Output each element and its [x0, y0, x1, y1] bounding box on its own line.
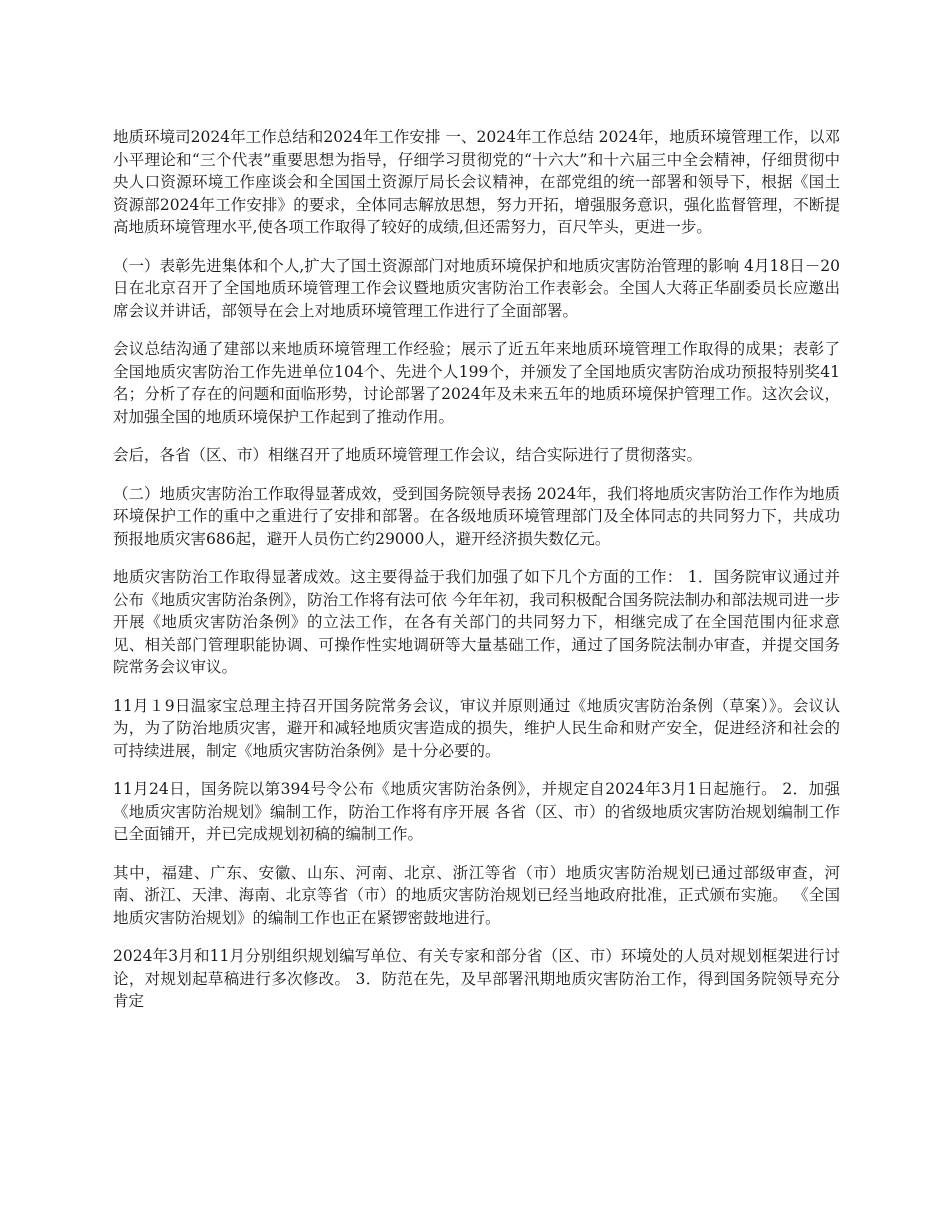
- paragraph-8: 11月24日，国务院以第394号令公布《地质灾害防治条例》，并规定自2024年3月1日起施行。 2．加强《地质灾害防治规划》编制工作，防治工作将有序开展 各省（区、市）的省级地质灾害防治规划编制工作已全面铺开，并已完成规划初稿的编制工作。: [113, 780, 840, 843]
- document-body: [113, 126, 840, 1029]
- paragraph-6: 地质灾害防治工作取得显著成效。这主要得益于我们加强了如下几个方面的工作： 1．国务院审议通过并公布《地质灾害防治条例》，防治工作将有法可依 今年年初，我司积极配合国务院法制办和部法规司进一步开展《地质灾害防治条例》的立法工作，在各有关部门的共同努力下，相继完成了在全国范围内征求意见、相关部门管理职能协调、可操作性实地调研等大量基础工作，通过了国务院法制办审查，并提交国务院常务会议审议。: [113, 568, 840, 676]
- paragraph-1: 地质环境司2024年工作总结和2024年工作安排 一、2024年工作总结 2024年，地质环境管理工作，以邓小平理论和“三个代表”重要思想为指导，仔细学习贯彻党的“十六大”和十六届三中全会精神，仔细贯彻中央人口资源环境工作座谈会和全国国土资源厅局长会议精神，在部党组的统一部署和领导下，根据《国土资源部2024年工作安排》的要求，全体同志解放思想，努力开拓，增强服务意识，强化监督管理，不断提高地质环境管理水平,使各项工作取得了较好的成绩,但还需努力，百尺竿头，更进一步。: [113, 128, 840, 236]
- paragraph-7: 11月１9日温家宝总理主持召开国务院常务会议，审议并原则通过《地质灾害防治条例（草案）》。会议认为，为了防治地质灾害，避开和减轻地质灾害造成的损失，维护人民生命和财产安全，促进经济和社会的可持续进展，制定《地质灾害防治条例》是十分必要的。: [113, 696, 840, 760]
- paragraph-10: 2024年3月和11月分别组织规划编写单位、有关专家和部分省（区、市）环境处的人员对规划框架进行讨论，对规划起草稿进行多次修改。 3．防范在先，及早部署汛期地质灾害防治工作，得到国务院领导充分肯定: [113, 947, 840, 1010]
- paragraph-3: 会议总结沟通了建部以来地质环境管理工作经验；展示了近五年来地质环境管理工作取得的成果；表彰了全国地质灾害防治工作先进单位104个、先进个人199个，并颁发了全国地质灾害防治成功预报特别奖41名；分析了存在的问题和面临形势，讨论部署了2024年及未来五年的地质环境保护管理工作。这次会议，对加强全国的地质环境保护工作起到了推动作用。: [113, 340, 840, 426]
- paragraph-2: （一）表彰先进集体和个人,扩大了国土资源部门对地质环境保护和地质灾害防治管理的影响 4月18日－20日在北京召开了全国地质环境管理工作会议暨地质灾害防治工作表彰会。全国人大蒋正华副委员长应邀出席会议并讲话，部领导在会上对地质环境管理工作进行了全面部署。: [113, 256, 840, 320]
- paragraph-5: （二）地质灾害防治工作取得显著成效，受到国务院领导表扬 2024年，我们将地质灾害防治工作作为地质环境保护工作的重中之重进行了安排和部署。在各级地质环境管理部门及全体同志的共同努力下，共成功预报地质灾害686起，避开人员伤亡约29000人，避开经济损失数亿元。: [113, 484, 840, 548]
- paragraph-4: 会后，各省（区、市）相继召开了地质环境管理工作会议，结合实际进行了贯彻落实。: [113, 446, 703, 464]
- paragraph-9: 其中，福建、广东、安徽、山东、河南、北京、浙江等省（市）地质灾害防治规划已通过部级审查，河南、浙江、天津、海南、北京等省（市）的地质灾害防治规划已经当地政府批准，正式颁布实施。 《全国地质灾害防治规划》的编制工作也正在紧锣密鼓地进行。: [113, 863, 840, 927]
